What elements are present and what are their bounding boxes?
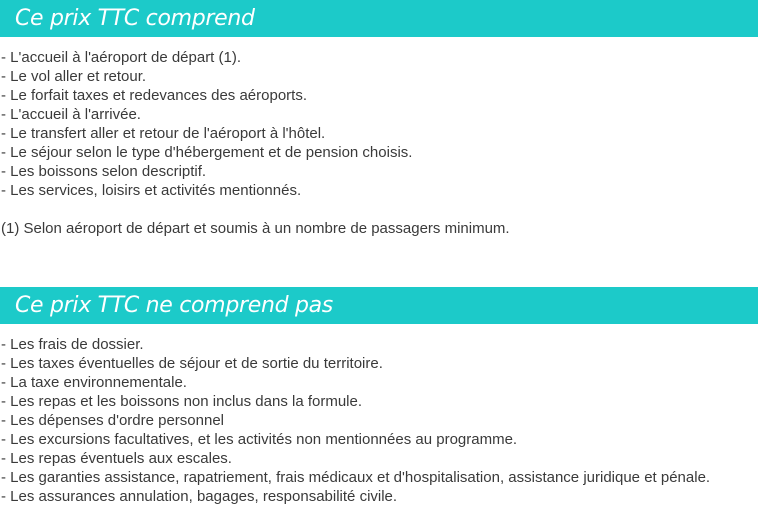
included-item: - Le transfert aller et retour de l'aéroport à l'hôtel. bbox=[1, 125, 326, 142]
excluded-section-header bbox=[0, 287, 758, 324]
included-section-title: Ce prix TTC comprend bbox=[15, 6, 255, 31]
excluded-item: - Les repas et les boissons non inclus dans la formule. bbox=[1, 393, 363, 410]
included-item: - L'accueil à l'aéroport de départ (1). bbox=[1, 49, 242, 66]
included-item: - Les services, loisirs et activités mentionnés. bbox=[1, 182, 302, 199]
excluded-item: - Les garanties assistance, rapatriement, frais médicaux et d'hospitalisation, assistance juridique et pénale. bbox=[1, 469, 711, 486]
included-section-header bbox=[0, 0, 758, 37]
excluded-item: - Les excursions facultatives, et les activités non mentionnées au programme. bbox=[1, 431, 518, 448]
excluded-section-title: Ce prix TTC ne comprend pas bbox=[15, 293, 333, 318]
included-item: - Les boissons selon descriptif. bbox=[1, 163, 207, 180]
included-item: - Le séjour selon le type d'hébergement et de pension choisis. bbox=[1, 144, 413, 161]
included-item: - Le forfait taxes et redevances des aéroports. bbox=[1, 87, 307, 104]
included-items-list bbox=[1, 48, 412, 200]
excluded-item: - Les frais de dossier. bbox=[1, 336, 144, 353]
excluded-item: - Les repas éventuels aux escales. bbox=[1, 450, 232, 467]
excluded-item: - Les assurances annulation, bagages, responsabilité civile. bbox=[1, 488, 398, 505]
included-footnote: (1) Selon aéroport de départ et soumis à un nombre de passagers minimum. bbox=[1, 220, 510, 237]
included-item: - L'accueil à l'arrivée. bbox=[1, 106, 141, 123]
excluded-items-list bbox=[1, 335, 710, 506]
excluded-item: - La taxe environnementale. bbox=[1, 374, 187, 391]
included-item: - Le vol aller et retour. bbox=[1, 68, 147, 85]
excluded-item: - Les taxes éventuelles de séjour et de sortie du territoire. bbox=[1, 355, 383, 372]
excluded-item: - Les dépenses d'ordre personnel bbox=[1, 412, 225, 429]
